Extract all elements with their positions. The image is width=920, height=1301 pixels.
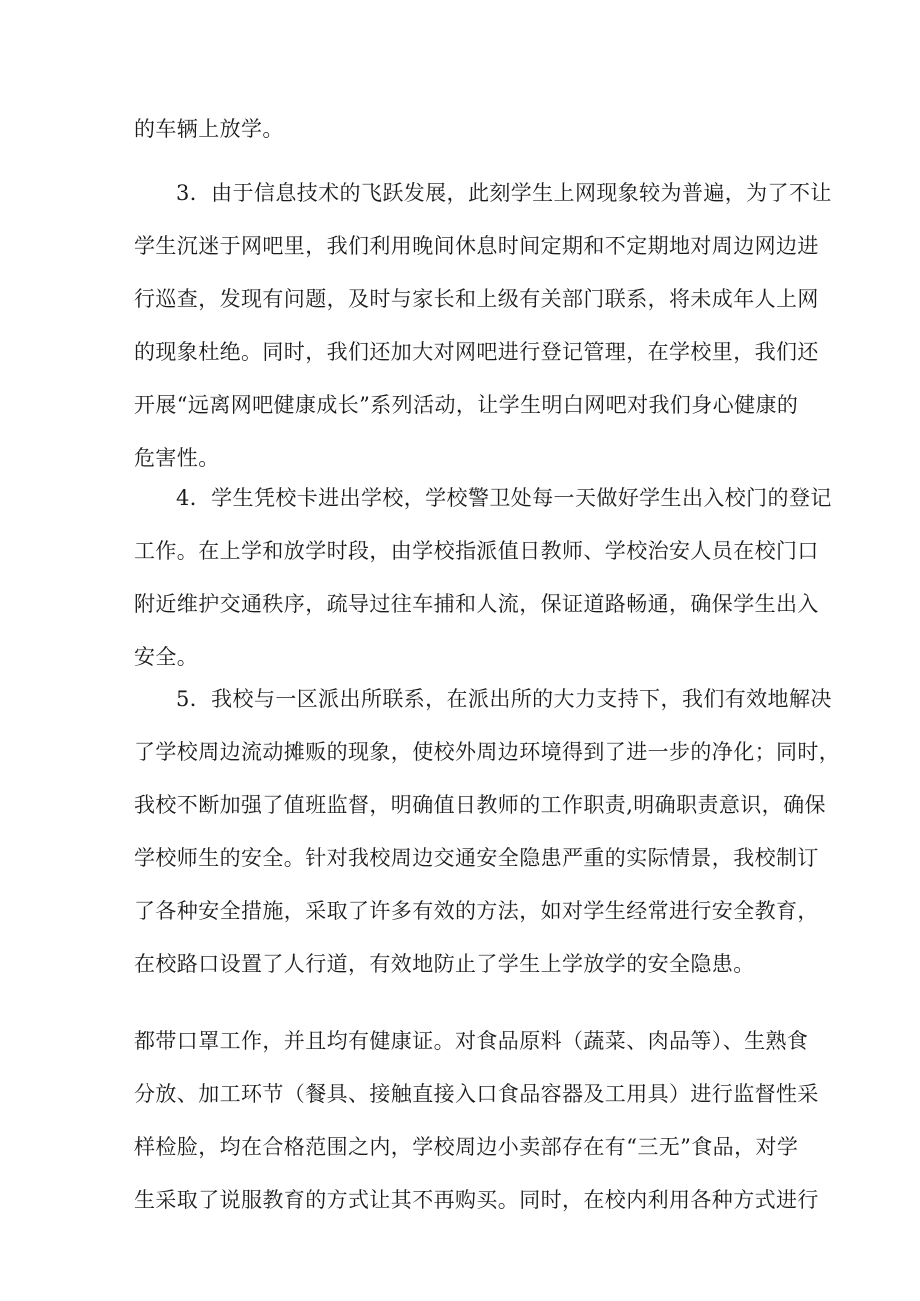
- text-line: 在校路口设置了人行道，有效地防止了学生上学放学的安全隐患。: [134, 952, 755, 976]
- text-line: 的现象杜绝。同时，我们还加大对网吧进行登记管理，在学校里，我们还: [134, 340, 819, 364]
- text-line: 分放、加工环节（餐具、接触直接入口食品容器及工用具）进行监督性采: [134, 1082, 819, 1106]
- text-line: 生采取了说服教育的方式让其不再购买。同时，在校内利用各种方式进行: [134, 1188, 819, 1212]
- paragraph-food-safety: [134, 1015, 819, 1227]
- text-line: 4．学生凭校卡进出学校，学校警卫处每一天做好学生出入校门的登记: [176, 486, 832, 510]
- text-line: 学校师生的安全。针对我校周边交通安全隐患严重的实际情景，我校制订: [134, 846, 819, 870]
- text-line: 3．由于信息技术的飞跃发展，此刻学生上网现象较为普遍，为了不让: [176, 181, 832, 205]
- text-line: 学生沉迷于网吧里，我们利用晚间休息时间定期和不定期地对周边网边进: [134, 234, 819, 258]
- text-line: 都带口罩工作，并且均有健康证。对食品原料（蔬菜、肉品等）、生熟食: [134, 1029, 809, 1053]
- text-line: 我校不断加强了值班监督，明确值日教师的工作职责,明确职责意识，确保: [134, 793, 826, 817]
- paragraph-item-4: [134, 472, 832, 684]
- text-line: 开展“远离网吧健康成长”系列活动，让学生明白网吧对我们身心健康的: [134, 393, 799, 417]
- paragraph-item-5: [134, 673, 841, 991]
- paragraph-item-3: [134, 167, 832, 485]
- text-line: 样检脸，均在合格范围之内，学校周边小卖部存在有“三无”食品，对学: [134, 1135, 799, 1159]
- text-line: 5．我校与一区派出所联系，在派出所的大力支持下，我们有效地解决: [176, 687, 832, 711]
- text-line: 危害性。: [134, 446, 220, 470]
- text-line: 的车辆上放学。: [134, 117, 284, 141]
- paragraph-continuation: [134, 103, 792, 156]
- text-line: 了学校周边流动摊贩的现象，使校外周边环境得到了进一步的净化；同时，: [134, 740, 841, 764]
- text-line: 行巡查，发现有问题，及时与家长和上级有关部门联系，将未成年人上网: [134, 287, 819, 311]
- text-line: 安全。: [134, 645, 199, 669]
- text-line: 附近维护交通秩序，疏导过往车捕和人流，保证道路畅通，确保学生出入: [134, 592, 819, 616]
- text-line: 工作。在上学和放学时段，由学校指派值日教师、学校治安人员在校门口: [134, 539, 819, 563]
- text-line: 了各种安全措施，采取了许多有效的方法，如对学生经常进行安全教育，: [134, 899, 819, 923]
